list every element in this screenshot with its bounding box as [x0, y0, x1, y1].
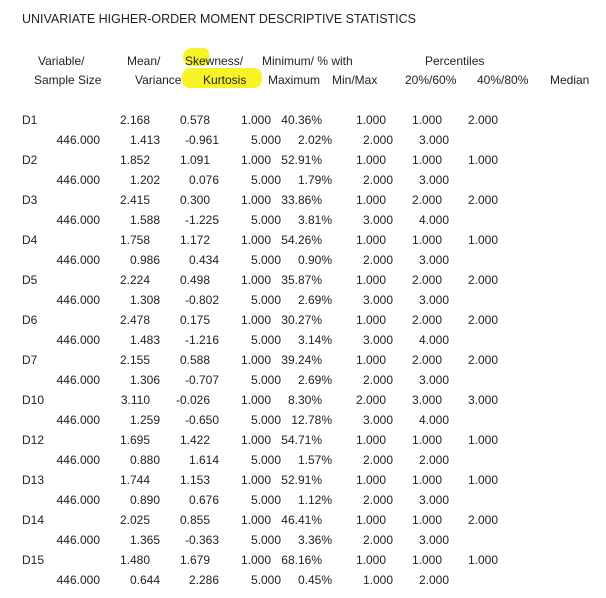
variable-label: D5	[22, 273, 38, 287]
mean-value: 2.025	[119, 513, 150, 527]
p80-value: 4.000	[418, 333, 449, 347]
p20-value: 1.000	[355, 193, 386, 207]
sample-size-value: 446.000	[56, 213, 100, 227]
p80-value: 3.000	[418, 173, 449, 187]
p20-value: 1.000	[355, 113, 386, 127]
pct-at-max-value: 1.12%	[297, 493, 332, 507]
skewness-value: 0.175	[179, 313, 210, 327]
minimum-value: 1.000	[240, 313, 271, 327]
maximum-value: 5.000	[250, 573, 281, 587]
variance-value: 1.588	[129, 213, 160, 227]
variable-label: D1	[22, 113, 38, 127]
variable-label: D10	[22, 393, 45, 407]
pct-at-min-value: 39.24%	[281, 353, 322, 367]
kurtosis-value: -0.961	[184, 133, 219, 147]
p80-value: 3.000	[418, 253, 449, 267]
kurtosis-value: -1.216	[184, 333, 219, 347]
p20-value: 1.000	[355, 553, 386, 567]
p80-value: 2.000	[418, 573, 449, 587]
p60-value: 1.000	[362, 573, 393, 587]
variable-label: D2	[22, 153, 38, 167]
pct-at-min-value: 30.27%	[281, 313, 322, 327]
pct-at-min-value: 52.91%	[281, 473, 322, 487]
mean-value: 2.415	[119, 193, 150, 207]
sample-size-value: 446.000	[56, 453, 100, 467]
kurtosis-value: 2.286	[188, 573, 219, 587]
minimum-value: 1.000	[240, 553, 271, 567]
maximum-value: 5.000	[250, 253, 281, 267]
variance-value: 0.986	[129, 253, 160, 267]
variance-value: 1.308	[129, 293, 160, 307]
p80-value: 4.000	[418, 213, 449, 227]
minimum-value: 1.000	[240, 353, 271, 367]
minimum-value: 1.000	[240, 393, 271, 407]
median-value: 2.000	[467, 193, 498, 207]
variable-label: D4	[22, 233, 38, 247]
p40-value: 2.000	[411, 313, 442, 327]
sample-size-value: 446.000	[56, 293, 100, 307]
minimum-value: 1.000	[240, 113, 271, 127]
median-value: 2.000	[467, 513, 498, 527]
sample-size-value: 446.000	[56, 173, 100, 187]
p60-value: 2.000	[362, 173, 393, 187]
variance-value: 1.202	[129, 173, 160, 187]
header-kurtosis: Kurtosis	[203, 73, 247, 87]
pct-at-max-value: 2.69%	[297, 373, 332, 387]
p20-value: 1.000	[355, 273, 386, 287]
header-variable: Variable/	[38, 54, 85, 68]
kurtosis-value: -1.225	[184, 213, 219, 227]
mean-value: 1.695	[119, 433, 150, 447]
variable-label: D13	[22, 473, 45, 487]
pct-at-min-value: 54.71%	[281, 433, 322, 447]
p60-value: 2.000	[362, 493, 393, 507]
variance-value: 1.365	[129, 533, 160, 547]
p60-value: 2.000	[362, 533, 393, 547]
variance-value: 0.890	[129, 493, 160, 507]
pct-at-min-value: 54.26%	[281, 233, 322, 247]
p40-value: 1.000	[411, 553, 442, 567]
variance-value: 1.483	[129, 333, 160, 347]
pct-at-min-value: 33.86%	[281, 193, 322, 207]
maximum-value: 5.000	[250, 293, 281, 307]
minimum-value: 1.000	[240, 513, 271, 527]
median-value: 1.000	[467, 233, 498, 247]
kurtosis-value: 1.614	[188, 453, 219, 467]
maximum-value: 5.000	[250, 373, 281, 387]
mean-value: 1.852	[119, 153, 150, 167]
variance-value: 0.644	[129, 573, 160, 587]
sample-size-value: 446.000	[56, 373, 100, 387]
header-p40-80: 40%/80%	[477, 73, 529, 87]
maximum-value: 5.000	[250, 173, 281, 187]
p60-value: 3.000	[362, 293, 393, 307]
p60-value: 3.000	[362, 333, 393, 347]
pct-at-min-value: 35.87%	[281, 273, 322, 287]
median-value: 3.000	[467, 393, 498, 407]
header-percentiles: Percentiles	[425, 54, 485, 68]
median-value: 2.000	[467, 353, 498, 367]
median-value: 1.000	[467, 433, 498, 447]
maximum-value: 5.000	[250, 413, 281, 427]
kurtosis-value: -0.650	[184, 413, 219, 427]
p60-value: 2.000	[362, 373, 393, 387]
mean-value: 2.224	[119, 273, 150, 287]
skewness-value: 1.091	[179, 153, 210, 167]
median-value: 1.000	[467, 553, 498, 567]
mean-value: 2.155	[119, 353, 150, 367]
p20-value: 1.000	[355, 513, 386, 527]
maximum-value: 5.000	[250, 213, 281, 227]
header-maximum: Maximum	[268, 73, 321, 87]
median-value: 2.000	[467, 113, 498, 127]
maximum-value: 5.000	[250, 493, 281, 507]
p80-value: 3.000	[418, 493, 449, 507]
p80-value: 3.000	[418, 293, 449, 307]
variable-label: D15	[22, 553, 45, 567]
sample-size-value: 446.000	[56, 573, 100, 587]
variance-value: 0.880	[129, 453, 160, 467]
skewness-value: 1.172	[179, 233, 210, 247]
mean-value: 1.480	[119, 553, 150, 567]
p40-value: 1.000	[411, 113, 442, 127]
median-value: 2.000	[467, 273, 498, 287]
p20-value: 2.000	[355, 393, 386, 407]
skewness-value: 0.588	[179, 353, 210, 367]
kurtosis-value: 0.676	[188, 493, 219, 507]
p40-value: 3.000	[411, 393, 442, 407]
pct-at-max-value: 2.02%	[297, 133, 332, 147]
variance-value: 1.259	[129, 413, 160, 427]
mean-value: 2.168	[119, 113, 150, 127]
header-p20-60: 20%/60%	[405, 73, 457, 87]
sample-size-value: 446.000	[56, 493, 100, 507]
header-median: Median	[550, 73, 590, 87]
pct-at-max-value: 1.57%	[297, 453, 332, 467]
p20-value: 1.000	[355, 433, 386, 447]
p80-value: 2.000	[418, 453, 449, 467]
skewness-value: 1.153	[179, 473, 210, 487]
kurtosis-value: 0.076	[188, 173, 219, 187]
minimum-value: 1.000	[240, 473, 271, 487]
pct-at-min-value: 8.30%	[287, 393, 322, 407]
kurtosis-value: 0.434	[188, 253, 219, 267]
p60-value: 2.000	[362, 133, 393, 147]
pct-at-min-value: 68.16%	[281, 553, 322, 567]
mean-value: 1.744	[119, 473, 150, 487]
pct-at-max-value: 3.81%	[297, 213, 332, 227]
sample-size-value: 446.000	[56, 133, 100, 147]
kurtosis-value: -0.707	[184, 373, 219, 387]
header-sample-size: Sample Size	[34, 73, 102, 87]
p40-value: 1.000	[411, 473, 442, 487]
header-minmax: Min/Max	[332, 73, 378, 87]
variable-label: D7	[22, 353, 38, 367]
p40-value: 1.000	[411, 233, 442, 247]
sample-size-value: 446.000	[56, 333, 100, 347]
minimum-value: 1.000	[240, 233, 271, 247]
header-minimum-pct: Minimum/ % with	[262, 54, 353, 68]
p20-value: 1.000	[355, 233, 386, 247]
minimum-value: 1.000	[240, 273, 271, 287]
maximum-value: 5.000	[250, 533, 281, 547]
pct-at-min-value: 40.36%	[281, 113, 322, 127]
variance-value: 1.306	[129, 373, 160, 387]
skewness-value: 1.679	[179, 553, 210, 567]
mean-value: 2.478	[119, 313, 150, 327]
p20-value: 1.000	[355, 353, 386, 367]
kurtosis-value: -0.363	[184, 533, 219, 547]
pct-at-min-value: 52.91%	[281, 153, 322, 167]
p20-value: 1.000	[355, 473, 386, 487]
p60-value: 2.000	[362, 253, 393, 267]
p20-value: 1.000	[355, 153, 386, 167]
median-value: 1.000	[467, 153, 498, 167]
skewness-value: 0.498	[179, 273, 210, 287]
p60-value: 3.000	[362, 413, 393, 427]
pct-at-min-value: 46.41%	[281, 513, 322, 527]
pct-at-max-value: 3.36%	[297, 533, 332, 547]
skewness-value: 0.578	[179, 113, 210, 127]
sample-size-value: 446.000	[56, 253, 100, 267]
p60-value: 2.000	[362, 453, 393, 467]
p60-value: 3.000	[362, 213, 393, 227]
median-value: 2.000	[467, 313, 498, 327]
minimum-value: 1.000	[240, 153, 271, 167]
sample-size-value: 446.000	[56, 413, 100, 427]
skewness-value: -0.026	[175, 393, 210, 407]
skewness-value: 0.855	[179, 513, 210, 527]
variable-label: D12	[22, 433, 45, 447]
variable-label: D14	[22, 513, 45, 527]
pct-at-max-value: 12.78%	[291, 413, 332, 427]
header-mean: Mean/	[127, 54, 161, 68]
mean-value: 1.758	[119, 233, 150, 247]
variable-label: D3	[22, 193, 38, 207]
variance-value: 1.413	[129, 133, 160, 147]
header-skewness: Skewness/	[185, 54, 244, 68]
p80-value: 4.000	[418, 413, 449, 427]
pct-at-max-value: 0.90%	[297, 253, 332, 267]
pct-at-max-value: 3.14%	[297, 333, 332, 347]
report-title: UNIVARIATE HIGHER-ORDER MOMENT DESCRIPTIVE STATISTICS	[22, 12, 417, 26]
pct-at-max-value: 0.45%	[297, 573, 332, 587]
kurtosis-value: -0.802	[184, 293, 219, 307]
p40-value: 1.000	[411, 433, 442, 447]
median-value: 1.000	[467, 473, 498, 487]
minimum-value: 1.000	[240, 433, 271, 447]
p40-value: 1.000	[411, 513, 442, 527]
p80-value: 3.000	[418, 533, 449, 547]
mean-value: 3.110	[120, 393, 150, 407]
maximum-value: 5.000	[250, 453, 281, 467]
pct-at-max-value: 2.69%	[297, 293, 332, 307]
maximum-value: 5.000	[250, 333, 281, 347]
variable-label: D6	[22, 313, 38, 327]
sample-size-value: 446.000	[56, 533, 100, 547]
maximum-value: 5.000	[250, 133, 281, 147]
p40-value: 2.000	[411, 193, 442, 207]
p40-value: 2.000	[411, 273, 442, 287]
p20-value: 1.000	[355, 313, 386, 327]
header-variance: Variance	[135, 73, 182, 87]
skewness-value: 0.300	[179, 193, 210, 207]
p80-value: 3.000	[418, 373, 449, 387]
skewness-value: 1.422	[179, 433, 210, 447]
minimum-value: 1.000	[240, 193, 271, 207]
pct-at-max-value: 1.79%	[297, 173, 332, 187]
p40-value: 2.000	[411, 353, 442, 367]
p80-value: 3.000	[418, 133, 449, 147]
p40-value: 1.000	[411, 153, 442, 167]
